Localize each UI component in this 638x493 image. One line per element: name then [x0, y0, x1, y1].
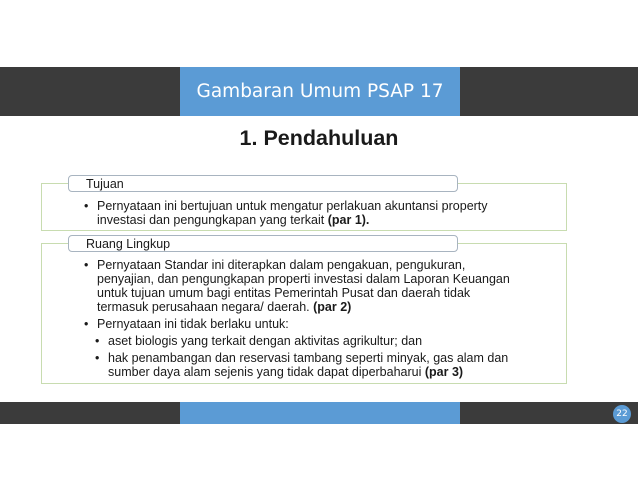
footer-bar-left [0, 402, 180, 424]
tujuan-content [84, 199, 488, 227]
ruang-lingkup-panel [41, 243, 567, 384]
ruang-lingkup-content [84, 258, 510, 379]
slide-title-text: Gambaran Umum PSAP 17 [196, 81, 444, 102]
rl-s2-line-1: hak penambangan dan reservasi tambang seperti minyak, gas alam dan [108, 351, 509, 365]
rl-b1-ref: (par 2) [313, 300, 352, 314]
rl-s2-line-2-text: sumber daya alam sejenis yang tidak dapat diperbaharui [108, 365, 425, 379]
ruang-lingkup-label [68, 235, 458, 252]
rl-s2-ref: (par 3) [424, 365, 464, 379]
rl-b2: Pernyataan ini tidak berlaku untuk: [97, 317, 289, 331]
slide-title [180, 67, 460, 116]
tujuan-label [68, 175, 458, 192]
list-item [84, 258, 510, 314]
tujuan-line-2-text: investasi dan pengungkapan yang terkait [97, 213, 328, 227]
tujuan-line-2 [97, 213, 488, 227]
list-item [84, 199, 488, 227]
tujuan-ref: (par 1). [327, 213, 370, 227]
bullet: • [95, 351, 100, 365]
bullet: • [84, 199, 89, 213]
tujuan-label-text: Tujuan [86, 176, 124, 191]
ruang-lingkup-label-text: Ruang Lingkup [86, 236, 171, 251]
page-number: 22 [613, 405, 631, 423]
footer-bar-center [180, 402, 460, 424]
bullet: • [84, 258, 89, 272]
header-bar-left [0, 67, 180, 116]
rl-b1-line-4 [97, 300, 510, 314]
rl-b1-line-2: penyajian, dan pengungkapan properti investasi dalam Laporan Keuangan [97, 272, 510, 286]
bullet: • [84, 317, 89, 331]
rl-b1-line-1: Pernyataan Standar ini diterapkan dalam pengakuan, pengukuran, [97, 258, 466, 272]
footer-bar-right [460, 402, 638, 424]
section-heading: 1. Pendahuluan [239, 126, 399, 150]
rl-b1-line-4-text: termasuk perusahaan negara/ daerah. [97, 300, 314, 314]
rl-s1: aset biologis yang terkait dengan aktivitas agrikultur; dan [108, 334, 423, 348]
bullet: • [95, 334, 100, 348]
header-bar-right [460, 67, 638, 116]
list-item [84, 317, 510, 331]
list-item [84, 334, 510, 348]
tujuan-line-1: Pernyataan ini bertujuan untuk mengatur perlakuan akuntansi property [97, 199, 488, 213]
rl-b1-line-3: untuk tujuan umum bagi entitas Pemerintah Pusat dan daerah tidak [97, 286, 471, 300]
list-item [84, 351, 510, 379]
rl-s2-line-2 [108, 365, 510, 379]
